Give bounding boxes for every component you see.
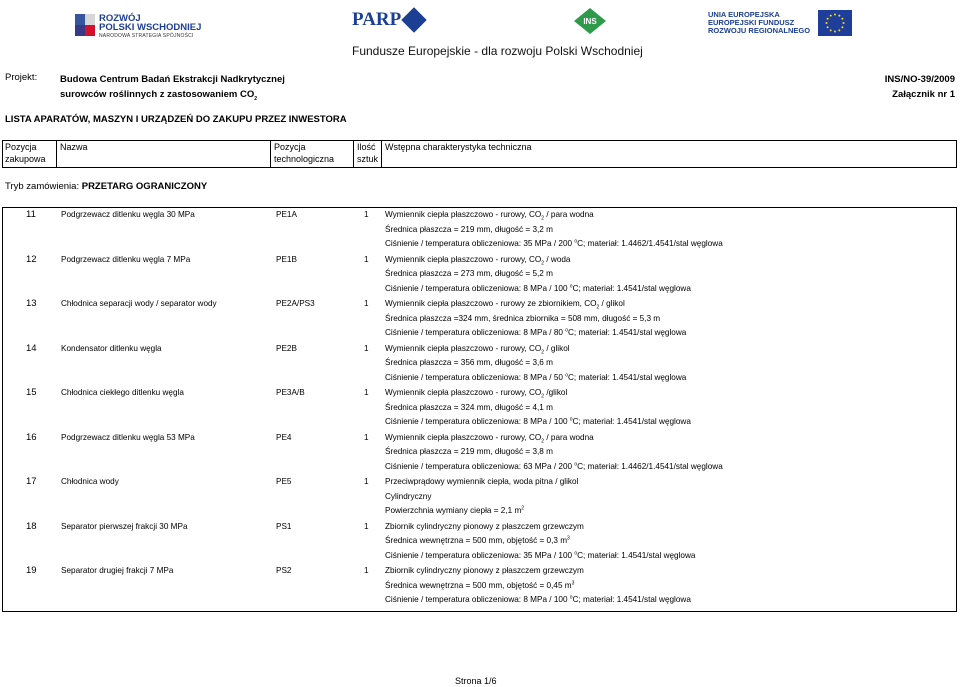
- row-position: 18: [26, 520, 37, 532]
- row-description-line2: Średnica płaszcza = 219 mm, długość = 3,8 m: [385, 447, 553, 456]
- row-name: Chłodnica wody: [61, 477, 119, 486]
- header-name: Nazwa: [60, 142, 88, 152]
- row-description-line3: Ciśnienie / temperatura obliczeniowa: 63 MPa / 200 $^o$C; materiał: 1.4462/1.4541/stal węglowa: [385, 460, 723, 471]
- project-title-line1: Budowa Centrum Badań Ekstrakcji Nadkrytycznej: [60, 74, 285, 85]
- row-description-line2: Średnica płaszcza = 356 mm, długość = 3,6 m: [385, 358, 553, 367]
- row-description-line2: Średnica płaszcza = 273 mm, długość = 5,2 m: [385, 269, 553, 278]
- row-name: Separator pierwszej frakcji 30 MPa: [61, 521, 188, 531]
- row-name: Chłodnica separacji wody / separator wody: [61, 299, 217, 308]
- ue-line1: UNIA EUROPEJSKA: [708, 10, 780, 19]
- rpw-line2: POLSKI WSCHODNIEJ: [99, 22, 202, 33]
- row-description-line1: Wymiennik ciepła płaszczowo - rurowy, $CO_2$ / glikol: [385, 343, 570, 356]
- row-name: Kondensator ditlenku węgla: [61, 343, 162, 353]
- header-quantity: Ilość sztuk: [357, 142, 379, 164]
- row-description-line2: Średnica płaszcza = 324 mm, długość = 4,1 m: [385, 402, 553, 412]
- row-description-line1: Wymiennik ciepła płaszczowo - rurowy, $CO_2$ / para wodna: [385, 432, 594, 445]
- row-position: 17: [26, 476, 37, 487]
- row-position: 19: [26, 565, 37, 576]
- order-mode: [5, 181, 207, 192]
- header-tech-position: Pozycja technologiczna: [274, 142, 335, 164]
- row-quantity: 1: [364, 299, 369, 308]
- ins-logo: [574, 8, 606, 34]
- logo-bar: [0, 0, 960, 42]
- reference-number: INS/NO-39/2009: [884, 74, 955, 85]
- row-tech-position: PE3A/B: [276, 388, 305, 397]
- order-mode-value: PRZETARG OGRANICZONY: [81, 181, 208, 192]
- row-tech-position: PE1A: [276, 210, 297, 219]
- row-description-line3: Ciśnienie / temperatura obliczeniowa: 35 MPa / 200 $^o$C; materiał: 1.4462/1.4541/stal węglowa: [385, 238, 723, 248]
- row-description-line1: Wymiennik ciepła płaszczowo - rurowy ze zbiornikiem, $CO_2$ / glikol: [385, 299, 625, 311]
- row-quantity: 1: [364, 566, 369, 575]
- project-title-line2: surowców roślinnych z zastosowaniem $CO_2$: [60, 89, 258, 102]
- ue-line3: ROZWOJU REGIONALNEGO: [708, 26, 811, 35]
- row-description-line1: Przeciwprądowy wymiennik ciepła, woda pitna / glikol: [385, 477, 579, 486]
- row-quantity: 1: [364, 343, 369, 353]
- row-name: Podgrzewacz ditlenku węgla 53 MPa: [61, 432, 195, 442]
- row-position: 12: [26, 253, 37, 265]
- ue-line2: EUROPEJSKI FUNDUSZ: [708, 18, 795, 27]
- header-position: Pozycja zakupowa: [5, 142, 46, 164]
- row-description-line3: Ciśnienie / temperatura obliczeniowa: 8 MPa / 80 $^o$C; materiał: 1.4541/stal węglowa: [385, 327, 687, 337]
- row-name: Chłodnica ciekłego ditlenku węgla: [61, 388, 184, 397]
- poland-flag-icon: [75, 14, 95, 36]
- row-description-line3: Ciśnienie / temperatura obliczeniowa: 8 MPa / 50 $^o$C; materiał: 1.4541/stal węglowa: [385, 371, 687, 382]
- row-quantity: 1: [364, 210, 369, 219]
- row-quantity: 1: [364, 521, 369, 531]
- parp-text: PARP: [352, 9, 402, 30]
- document-reference: [885, 72, 955, 102]
- annex-number: Załącznik nr 1: [892, 89, 955, 100]
- funding-subtitle: Fundusze Europejskie - dla rozwoju Polski Wschodniej: [352, 44, 643, 58]
- row-position: 16: [26, 431, 37, 443]
- row-quantity: 1: [364, 477, 369, 486]
- row-description-line2: Średnica wewnętrzna = 500 mm, objętość = 0,45 $m^3$: [385, 579, 575, 590]
- rpw-line1: ROZWÓJ: [99, 13, 141, 24]
- row-description-line1: Wymiennik ciepła płaszczowo - rurowy, $CO_2$ / para wodna: [385, 210, 594, 222]
- order-mode-label: Tryb zamówienia:: [5, 181, 80, 192]
- row-description-line1: Wymiennik ciepła płaszczowo - rurowy, $CO_2$ /glikol: [385, 388, 568, 400]
- ins-text: INS: [583, 17, 597, 26]
- row-description-line2: Cylindryczny: [385, 491, 432, 501]
- project-title: [60, 72, 285, 102]
- row-position: 13: [26, 298, 37, 309]
- row-position: 14: [26, 342, 37, 354]
- row-description-line1: Wymiennik ciepła płaszczowo - rurowy, $CO_2$ / woda: [385, 254, 571, 267]
- row-description-line3: Ciśnienie / temperatura obliczeniowa: 8 MPa / 100 $^o$C; materiał: 1.4541/stal węglowa: [385, 282, 691, 293]
- row-description-line2: Średnica płaszcza =324 mm, średnica zbiornika = 508 mm, długość = 5,3 m: [385, 313, 661, 323]
- row-description-line3: Ciśnienie / temperatura obliczeniowa: 35 MPa / 100 $^o$C; materiał: 1.4541/stal węglowa: [385, 549, 696, 560]
- parp-diamond-icon: [402, 7, 427, 32]
- row-position: 11: [26, 209, 36, 220]
- row-quantity: 1: [364, 254, 369, 264]
- row-name: Separator drugiej frakcji 7 MPa: [61, 566, 174, 575]
- row-tech-position: PE2A/PS3: [276, 299, 315, 308]
- row-description-line1: Zbiornik cylindryczny pionowy z płaszczem grzewczym: [385, 521, 584, 531]
- row-description-line2: Średnica płaszcza = 219 mm, długość = 3,2 m: [385, 224, 553, 234]
- row-description-line1: Zbiornik cylindryczny pionowy z płaszczem grzewczym: [385, 566, 584, 575]
- rpw-line3: NARODOWA STRATEGIA SPÓJNOŚCI: [99, 33, 194, 39]
- row-tech-position: PS2: [276, 566, 292, 575]
- row-name: Podgrzewacz ditlenku węgla 7 MPa: [61, 254, 191, 264]
- row-description-line3: Powierzchnia wymiany ciepła = 2,1 $m^2$: [385, 505, 525, 515]
- rozwoj-polski-wschodniej-logo: [75, 14, 201, 41]
- row-description-line2: Średnica wewnętrzna = 500 mm, objętość = 0,3 $m^3$: [385, 535, 570, 545]
- header-specification: Wstępna charakterystyka techniczna: [385, 142, 532, 152]
- row-tech-position: PS1: [276, 521, 292, 531]
- row-description-line3: Ciśnienie / temperatura obliczeniowa: 8 MPa / 100 $^o$C; materiał: 1.4541/stal węglowa: [385, 594, 691, 604]
- project-label: Projekt:: [5, 72, 38, 83]
- eu-logo: [708, 10, 852, 36]
- row-quantity: 1: [364, 388, 369, 397]
- row-tech-position: PE2B: [276, 343, 297, 353]
- row-tech-position: PE1B: [276, 254, 297, 264]
- page-number: Strona 1/6: [455, 676, 497, 686]
- row-name: Podgrzewacz ditlenku węgla 30 MPa: [61, 210, 195, 219]
- eu-flag-icon: [818, 10, 852, 36]
- row-tech-position: PE5: [276, 477, 292, 486]
- row-tech-position: PE4: [276, 432, 292, 442]
- parp-logo: [352, 9, 423, 31]
- row-quantity: 1: [364, 432, 369, 442]
- row-position: 15: [26, 387, 37, 398]
- list-title: LISTA APARATÓW, MASZYN I URZĄDZEŃ DO ZAKUPU PRZEZ INWESTORA: [5, 114, 347, 125]
- row-description-line3: Ciśnienie / temperatura obliczeniowa: 8 MPa / 100 $^o$C; materiał: 1.4541/stal węglowa: [385, 416, 691, 426]
